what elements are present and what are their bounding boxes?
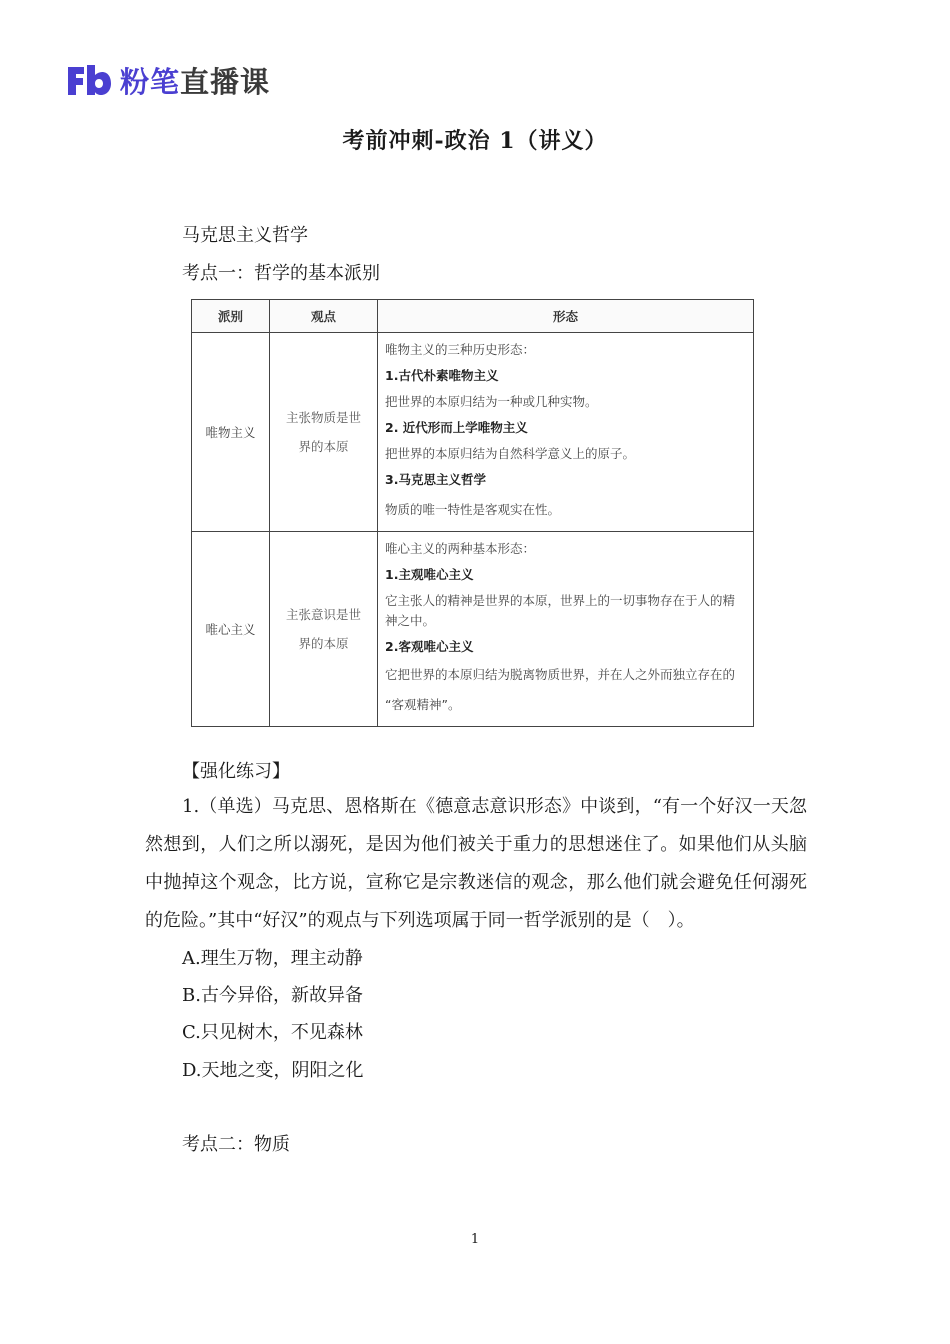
form-item-desc: 它主张人的精神是世界的本原，世界上的一切事物存在于人的精神之中。 xyxy=(385,593,736,628)
option-b: B.古今异俗，新故异备 xyxy=(182,985,363,1006)
form-item-desc: 把世界的本原归结为一种或几种实物。 xyxy=(385,394,598,409)
logo-product-text: 直播课 xyxy=(180,65,271,99)
question-text: 1.（单选）马克思、恩格斯在《德意志意识形态》中谈到，“有一个好汉一天忽然想到，人们之所以溺死，是因为他们被关于重力的思想迷住了。如果他们从头脑中抛掉这个观念，比方说，宣称它是宗教迷信的观念，那么他们就会避免任何溺死的危险。”其中“好汉”的观点与下列选项属于同一哲学派别的是（ ）。 xyxy=(145,796,807,931)
form-item-title: 1.主观唯心主义 xyxy=(385,567,474,582)
fb-logo-icon xyxy=(66,63,112,99)
header-form: 形态 xyxy=(378,300,754,333)
form-item-desc: 物质的唯一特性是客观实在性。 xyxy=(385,502,561,517)
practice-heading: 【强化练习】 xyxy=(182,761,290,782)
view-cell: 主张物质是世界的本原 xyxy=(270,333,378,532)
option-d: D.天地之变，阴阳之化 xyxy=(182,1060,364,1081)
form-intro: 唯心主义的两种基本形态： xyxy=(385,541,536,556)
form-item-title: 2. 近代形而上学唯物主义 xyxy=(385,420,528,435)
philosophy-schools-table xyxy=(191,299,754,727)
subject-heading: 马克思主义哲学 xyxy=(182,225,308,246)
table-row-idealism xyxy=(192,532,754,727)
option-c: C.只见树木，不见森林 xyxy=(182,1022,363,1043)
form-intro: 唯物主义的三种历史形态： xyxy=(385,342,536,357)
point-two-heading: 考点二：物质 xyxy=(182,1134,290,1155)
point-one-heading: 考点一：哲学的基本派别 xyxy=(182,263,380,284)
form-item-title: 3.马克思主义哲学 xyxy=(385,472,486,487)
form-item-desc-continued: “客观精神”。 xyxy=(385,697,461,712)
form-cell xyxy=(378,333,754,532)
table-row-materialism xyxy=(192,333,754,532)
view-cell: 主张意识是世界的本原 xyxy=(270,532,378,727)
header-view: 观点 xyxy=(270,300,378,333)
page-number: 1 xyxy=(470,1232,480,1247)
header-school: 派别 xyxy=(192,300,270,333)
document-title: 考前冲刺-政治 1（讲义） xyxy=(342,128,608,154)
form-item-desc: 它把世界的本原归结为脱离物质世界，并在人之外而独立存在的 xyxy=(385,667,736,682)
option-a: A.理生万物，理主动静 xyxy=(182,948,363,969)
form-item-desc: 把世界的本原归结为自然科学意义上的原子。 xyxy=(385,446,636,461)
brand-logo xyxy=(66,60,270,101)
school-cell: 唯心主义 xyxy=(192,532,270,727)
form-cell xyxy=(378,532,754,727)
table-header-row xyxy=(192,300,754,333)
form-item-title: 2.客观唯心主义 xyxy=(385,639,474,654)
school-cell: 唯物主义 xyxy=(192,333,270,532)
logo-brand-text: 粉笔 xyxy=(120,65,181,99)
form-item-title: 1.古代朴素唯物主义 xyxy=(385,368,499,383)
